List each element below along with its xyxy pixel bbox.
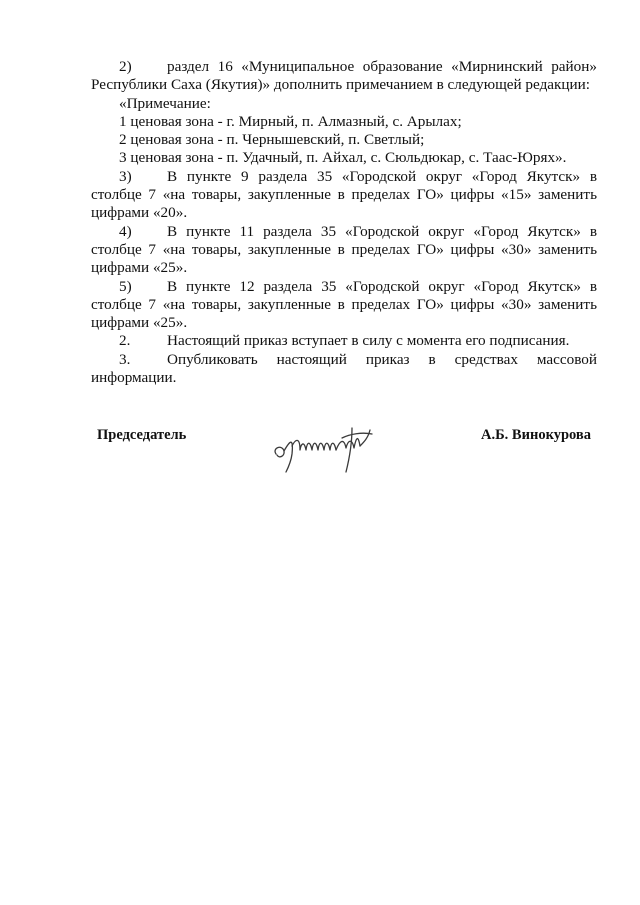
note-zone-1: 1 ценовая зона - г. Мирный, п. Алмазный, с. Арылах; <box>119 112 462 130</box>
note-heading: «Примечание: <box>119 94 211 112</box>
clause-3 <box>91 351 597 388</box>
signatory-name: А.Б. Винокурова <box>481 427 591 443</box>
point-text: В пункте 9 раздела 35 «Городской округ «Город Якутск» в столбце 7 «на товары, закупленные в пределах ГО» цифры «15» заменить цифрами «20». <box>91 167 597 222</box>
point-5 <box>91 278 597 333</box>
point-2 <box>91 58 597 95</box>
note-zone-2: 2 ценовая зона - п. Чернышевский, п. Светлый; <box>119 131 425 149</box>
point-number: 4) <box>119 222 132 240</box>
note-zone-3: 3 ценовая зона - п. Удачный, п. Айхал, с. Сюльдюкар, с. Таас-Юрях». <box>119 149 567 167</box>
document-body <box>91 58 597 387</box>
point-4 <box>91 223 597 278</box>
signatory-title: Председатель <box>97 427 187 443</box>
point-number: 3) <box>119 167 132 185</box>
handwritten-signature <box>270 424 380 476</box>
clause-number: 2. <box>119 332 131 350</box>
point-number: 2) <box>119 58 132 75</box>
clause-2 <box>91 332 597 350</box>
clause-text: Настоящий приказ вступает в силу с момента его подписания. <box>167 332 570 350</box>
point-3 <box>91 168 597 223</box>
clause-number: 3. <box>119 350 131 368</box>
clause-text: Опубликовать настоящий приказ в средствах массовой информации. <box>91 350 597 387</box>
point-text: В пункте 11 раздела 35 «Городской округ «Город Якутск» в столбце 7 «на товары, закупленные в пределах ГО» цифры «30» заменить цифрами «25». <box>91 222 597 277</box>
point-text: В пункте 12 раздела 35 «Городской округ «Город Якутск» в столбце 7 «на товары, закупленные в пределах ГО» цифры «30» заменить цифрами «25». <box>91 277 597 332</box>
point-number: 5) <box>119 277 132 295</box>
point-text: раздел 16 «Муниципальное образование «Мирнинский район» Республики Саха (Якутия)» дополнить примечанием в следующей редакции: <box>91 58 597 94</box>
